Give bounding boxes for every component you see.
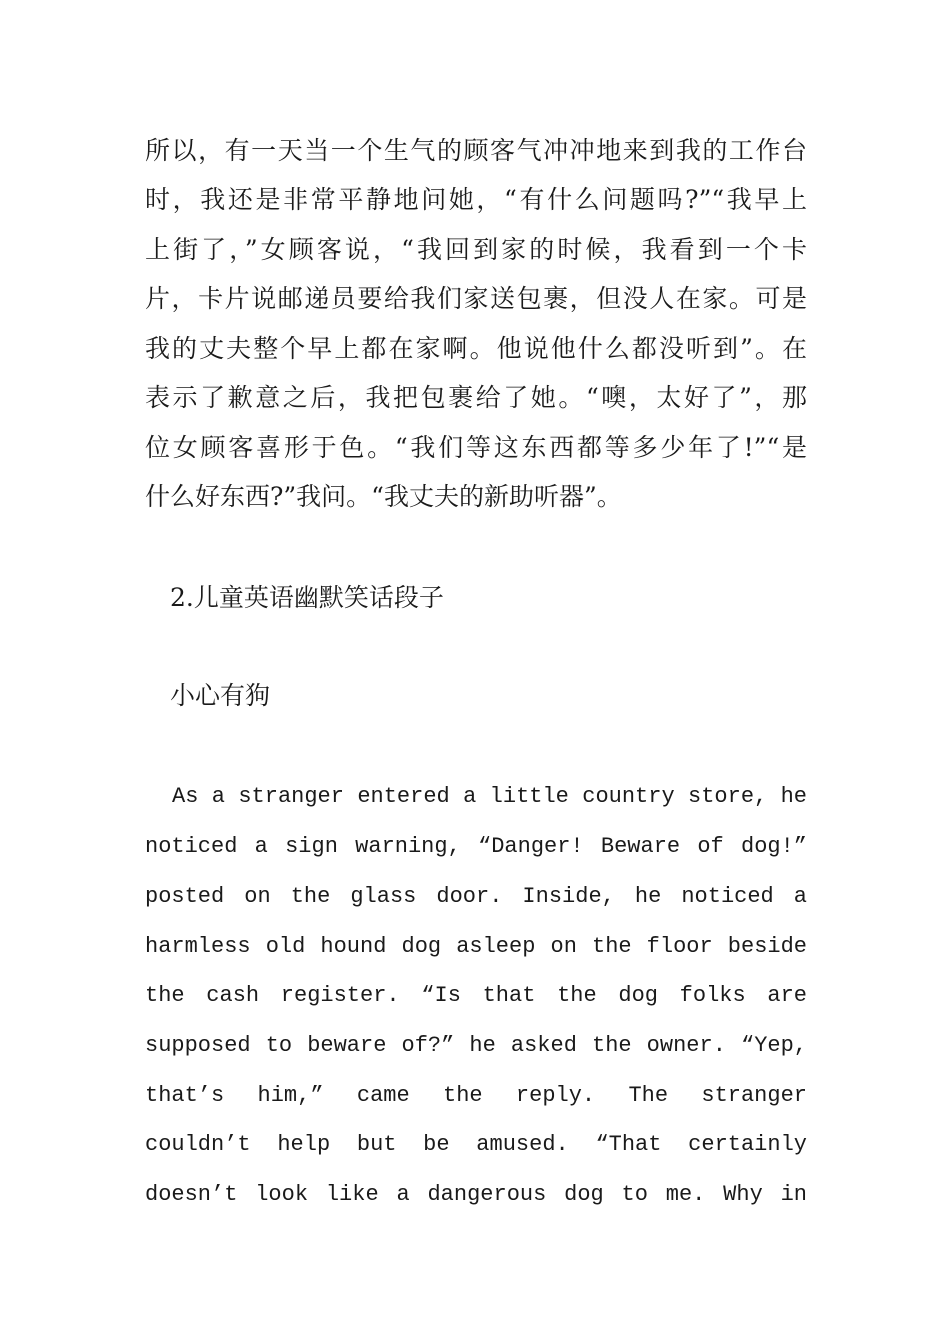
paragraph-2-line-2: noticed a sign warning, “Danger! Beware of dog!” [145, 834, 807, 859]
paragraph-2-line-1: As a stranger entered a little country store, he [172, 784, 807, 809]
paragraph-1-line-7: 位女顾客喜形于色。“我们等这东西都等多少年了!”“是 [145, 433, 807, 462]
paragraph-1-line-5: 我的丈夫整个早上都在家啊。他说他什么都没听到”。在 [145, 334, 807, 363]
paragraph-2-line-3: posted on the glass door. Inside, he noticed a [145, 884, 807, 909]
paragraph-1-line-1: 所以，有一天当一个生气的顾客气冲冲地来到我的工作台 [145, 136, 807, 165]
paragraph-1-line-4: 片，卡片说邮递员要给我们家送包裹，但没人在家。可是 [145, 284, 807, 313]
paragraph-1-line-6: 表示了歉意之后，我把包裹给了她。“噢，太好了”，那 [145, 383, 807, 412]
paragraph-2-line-6: supposed to beware of?” he asked the owner. “Yep, [145, 1033, 807, 1058]
paragraph-2-line-9: doesn’t look like a dangerous dog to me. Why in [145, 1182, 807, 1207]
paragraph-2-line-5: the cash register. “Is that the dog folks are [145, 983, 807, 1008]
paragraph-1-line-8: 什么好东西?”我问。“我丈夫的新助听器”。 [145, 482, 622, 511]
paragraph-1-line-3: 上街了，”女顾客说，“我回到家的时候，我看到一个卡 [145, 235, 807, 264]
section-heading: 2.儿童英语幽默笑话段子 [170, 583, 444, 612]
paragraph-1-line-2: 时，我还是非常平静地问她，“有什么问题吗?”“我早上 [145, 185, 807, 214]
paragraph-2-line-8: couldn’t help but be amused. “That certainly [145, 1132, 807, 1157]
paragraph-2-line-7: that’s him,” came the reply. The stranger [145, 1083, 807, 1108]
paragraph-2-line-4: harmless old hound dog asleep on the floor beside [145, 934, 807, 959]
story-title: 小心有狗 [170, 681, 271, 710]
